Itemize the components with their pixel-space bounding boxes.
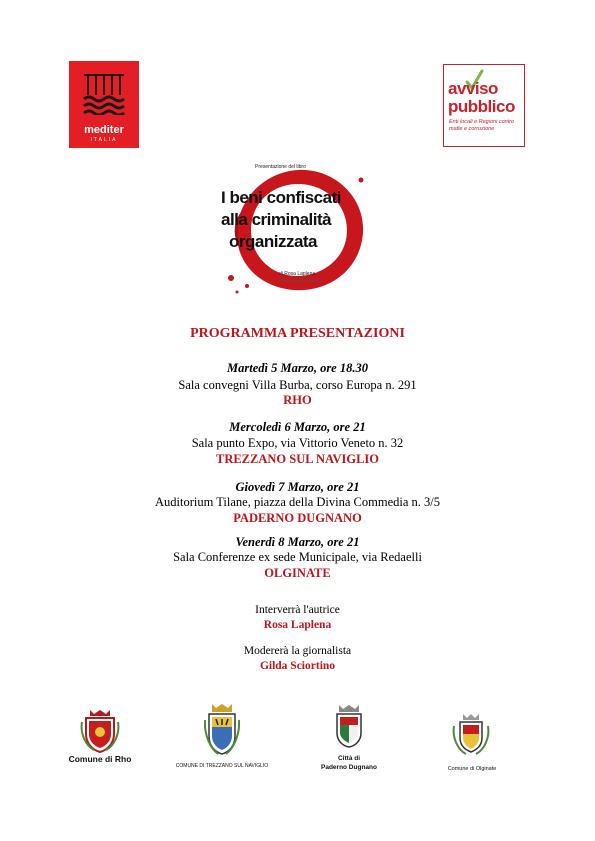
book-publisher: Mediter Italia Edizioni [279,278,322,283]
avviso-pubblico-logo [443,64,525,147]
rho-crest-icon [80,708,120,754]
event-place: Sala convegni Villa Burba, corso Europa n. 291 [178,378,417,392]
event-date: Giovedì 7 Marzo, ore 21 [235,480,360,494]
avviso-tagline: Enti locali e Regioni contro mafie e corruzione [449,119,515,132]
waves-icon [82,71,126,115]
book-presentation-label: Presentazione del libro [255,164,306,170]
trezzano-crest-icon [204,702,240,758]
author-name: Rosa Laplena [263,619,332,631]
avviso-word: avviso [448,79,498,98]
event-date: Mercoledì 6 Marzo, ore 21 [229,420,366,434]
olginate-crest-icon [450,712,492,756]
pubblico-word: pubblico [448,97,515,116]
mediter-sub: ITALIA [90,137,118,143]
event-place: Sala Conferenze ex sede Municipale, via Redaelli [173,550,422,564]
event-city: RHO [283,393,312,407]
author-intro: Interverrà l'autrice [255,604,340,616]
trezzano-label: COMUNE DI TREZZANO SUL NAVIGLIO [175,763,269,769]
olginate-label: Comune di Olginate [447,766,497,772]
moderator-intro: Modererà la giornalista [243,645,352,657]
moderator-name: Gilda Sciortino [259,660,336,672]
event-date: Martedì 5 Marzo, ore 18.30 [227,361,368,375]
event-date: Venerdì 8 Marzo, ore 21 [235,535,360,549]
paderno-label-line1: Città di [337,755,361,762]
rho-label: Comune di Rho [68,754,132,764]
book-author: di Rosa Laplena [279,271,316,277]
mediter-name: mediter [84,124,124,136]
mediter-logo [69,61,139,148]
event-place: Sala punto Expo, via Vittorio Veneto n. 32 [191,436,404,450]
event-city: OLGINATE [264,566,331,580]
book-title-line3: organizzata [229,232,318,251]
book-title-line1: I beni confiscati [221,188,341,207]
paderno-crest-icon [333,703,365,749]
program-heading: PROGRAMMA PRESENTAZIONI [190,326,405,341]
paderno-label-line2: Paderno Dugnano [321,764,377,771]
event-city: PADERNO DUGNANO [233,511,362,525]
event-city: TREZZANO SUL NAVIGLIO [215,452,379,466]
event-place: Auditorium Tilane, piazza della Divina Commedia n. 3/5 [154,495,441,509]
book-cover-graphic [215,160,395,305]
book-title-line2: alla criminalità [221,210,332,229]
